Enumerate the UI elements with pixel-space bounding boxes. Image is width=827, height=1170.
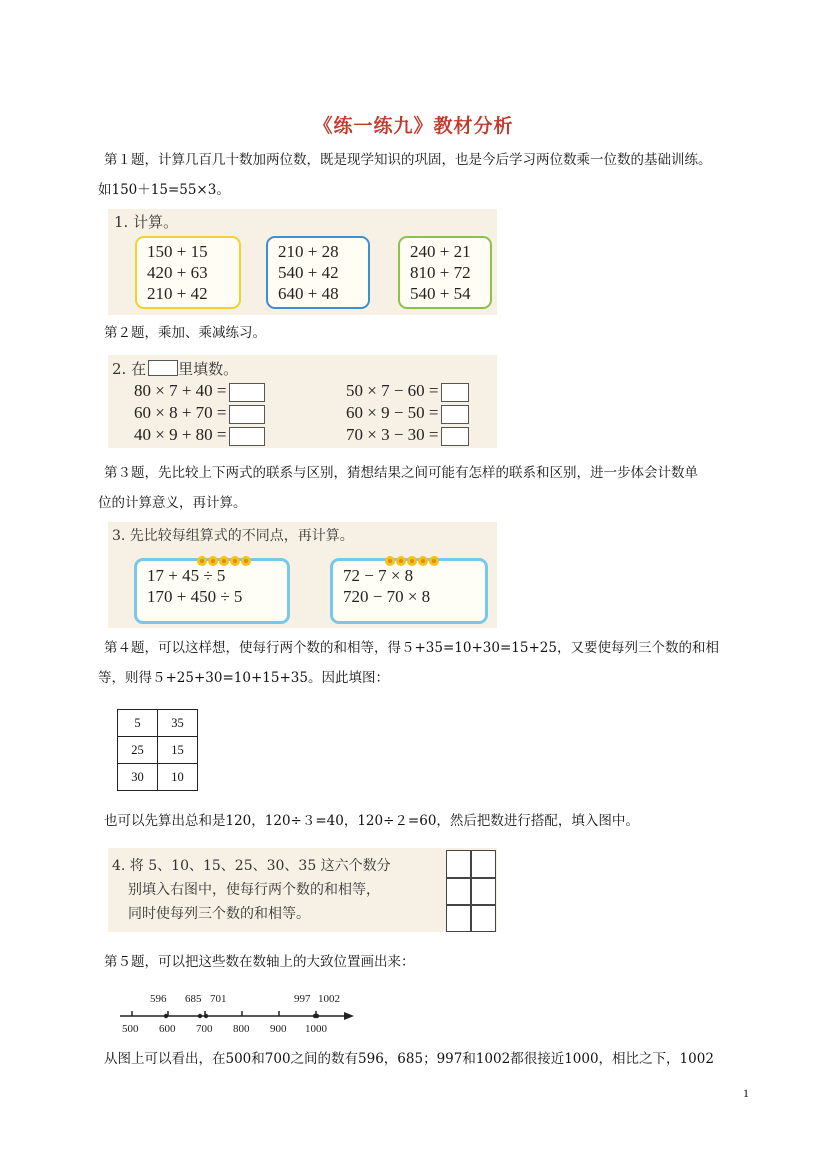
q5-text: 第５题，可以把这些数在数轴上的大致位置画出来： — [104, 954, 415, 970]
q3-paragraph — [98, 458, 764, 518]
q3-text-line2: 位的计算意义，再计算。 — [98, 495, 247, 511]
grid-row — [118, 710, 198, 737]
q4-paragraph — [98, 633, 764, 693]
q1-text-line1: 第１题，计算几百几十数加两位数，既是现学知识的巩固，也是今后学习两位数乘一位数的基础训练。 — [104, 152, 712, 168]
q1-textbook-image — [108, 209, 497, 315]
q3-calc-box-left — [134, 558, 290, 624]
q2-left-expr: 40 × 9 + 80 = — [134, 425, 227, 444]
q2-right-expr: 50 × 7 − 60 = — [346, 381, 439, 400]
q4-img-line: 4. 将 5、10、15、25、30、35 这六个数分 — [112, 858, 391, 874]
q4-img-text — [112, 854, 391, 926]
mark-label: 596 — [150, 993, 167, 1005]
flower-decoration-icon — [196, 552, 256, 564]
q3-img-heading: 3. 先比较每组算式的不同点，再计算。 — [112, 528, 354, 544]
q2-right-row — [346, 403, 469, 424]
q1-box3-line: 240 + 21 — [410, 242, 471, 261]
grid-cell: 10 — [158, 764, 198, 791]
mark-label: 1002 — [318, 993, 340, 1005]
grid-divider — [447, 877, 495, 879]
q2-right-row — [346, 381, 469, 402]
q2-left-expr: 60 × 8 + 70 = — [134, 403, 227, 422]
q4-text-line2: 等，则得５+25+30=10+15+35。因此填图： — [98, 670, 389, 686]
q1-box1-line: 420 + 63 — [147, 263, 208, 282]
q1-img-heading: 1. 计算。 — [114, 213, 179, 231]
page-title: 《练一练九》教材分析 — [313, 115, 514, 137]
q4-empty-grid — [446, 850, 496, 932]
q1-calc-box-1 — [135, 236, 241, 309]
grid-cell: 25 — [118, 737, 158, 764]
q5-text-after: 从图上可以看出，在500和700之间的数有596，685；997和1002都很接近1000，相比之下，1002 — [104, 1051, 714, 1067]
q3-left-line: 17 + 45 ÷ 5 — [147, 566, 226, 585]
q2-left-expr: 80 × 7 + 40 = — [134, 381, 227, 400]
mark-label: 997 — [294, 993, 311, 1005]
q3-textbook-image — [108, 522, 497, 628]
q1-box2-line: 540 + 42 — [278, 263, 339, 282]
number-line-svg — [118, 986, 358, 1036]
q3-text-line1: 第３题，先比较上下两式的联系与区别，猜想结果之间可能有怎样的联系和区别，进一步体会计数单 — [104, 465, 698, 481]
q2-text: 第２题，乘加、乘减练习。 — [104, 325, 266, 341]
q1-box2-line: 210 + 28 — [278, 242, 339, 261]
q2-textbook-image — [108, 355, 497, 448]
q1-box2-line: 640 + 48 — [278, 284, 339, 303]
q2-img-heading — [112, 358, 238, 379]
answer-box — [441, 427, 469, 446]
grid-cell: 5 — [118, 710, 158, 737]
tick-label: 900 — [270, 1023, 287, 1035]
tick-label: 800 — [233, 1023, 250, 1035]
grid-divider — [470, 851, 472, 931]
number-line — [118, 986, 358, 1036]
q1-calc-box-2 — [266, 236, 370, 309]
grid-cell: 30 — [118, 764, 158, 791]
q2-heading-post: 里填数。 — [178, 360, 239, 378]
q2-heading-pre: 2. 在 — [112, 360, 147, 378]
answer-box — [229, 405, 265, 424]
q1-box1-line: 210 + 42 — [147, 284, 208, 303]
q1-calc-box-3 — [398, 236, 492, 309]
q4-img-line: 别填入右图中，使每行两个数的和相等， — [128, 882, 380, 898]
grid-row — [118, 764, 198, 791]
answer-box — [441, 383, 469, 402]
answer-box — [441, 405, 469, 424]
q2-right-row — [346, 425, 469, 446]
q4-text-line1: 第４题，可以这样想，使每行两个数的和相等，得５+35=10+30=15+25，又要使每列三个数的和相 — [104, 640, 719, 656]
answer-box — [229, 383, 265, 402]
q3-calc-box-right — [330, 558, 488, 624]
q1-box1-line: 150 + 15 — [147, 242, 208, 261]
blank-box-icon — [148, 360, 178, 376]
answer-box — [229, 427, 265, 446]
q2-right-expr: 70 × 3 − 30 = — [346, 425, 439, 444]
tick-label: 600 — [159, 1023, 176, 1035]
q4-answer-grid — [117, 709, 198, 791]
tick-label: 500 — [122, 1023, 139, 1035]
q4-img-line: 同时使每列三个数的和相等。 — [128, 906, 310, 922]
q3-left-line: 170 + 450 ÷ 5 — [147, 587, 243, 606]
q1-text-line2: 如150＋15=55×3。 — [98, 182, 230, 198]
q4-text-after: 也可以先算出总和是120，120÷３=40，120÷２=60，然后把数进行搭配，填入图中。 — [104, 813, 639, 829]
grid-divider — [447, 904, 495, 906]
tick-label: 700 — [196, 1023, 213, 1035]
q1-box3-line: 810 + 72 — [410, 263, 471, 282]
mark-label: 685 — [185, 993, 202, 1005]
page-number: 1 — [743, 1086, 749, 1100]
q1-box3-line: 540 + 54 — [410, 284, 471, 303]
mark-label: 701 — [210, 993, 227, 1005]
q3-right-line: 720 − 70 × 8 — [343, 587, 431, 606]
q2-left-row — [134, 403, 265, 424]
tick-label: 1000 — [305, 1023, 327, 1035]
q2-left-row — [134, 381, 265, 402]
q3-right-line: 72 − 7 × 8 — [343, 566, 414, 585]
q1-paragraph — [98, 145, 764, 205]
q2-left-row — [134, 425, 265, 446]
grid-cell: 15 — [158, 737, 198, 764]
flower-decoration-icon — [384, 552, 444, 564]
q2-right-expr: 60 × 9 − 50 = — [346, 403, 439, 422]
grid-cell: 35 — [158, 710, 198, 737]
grid-row — [118, 737, 198, 764]
q4-textbook-image — [108, 848, 497, 932]
